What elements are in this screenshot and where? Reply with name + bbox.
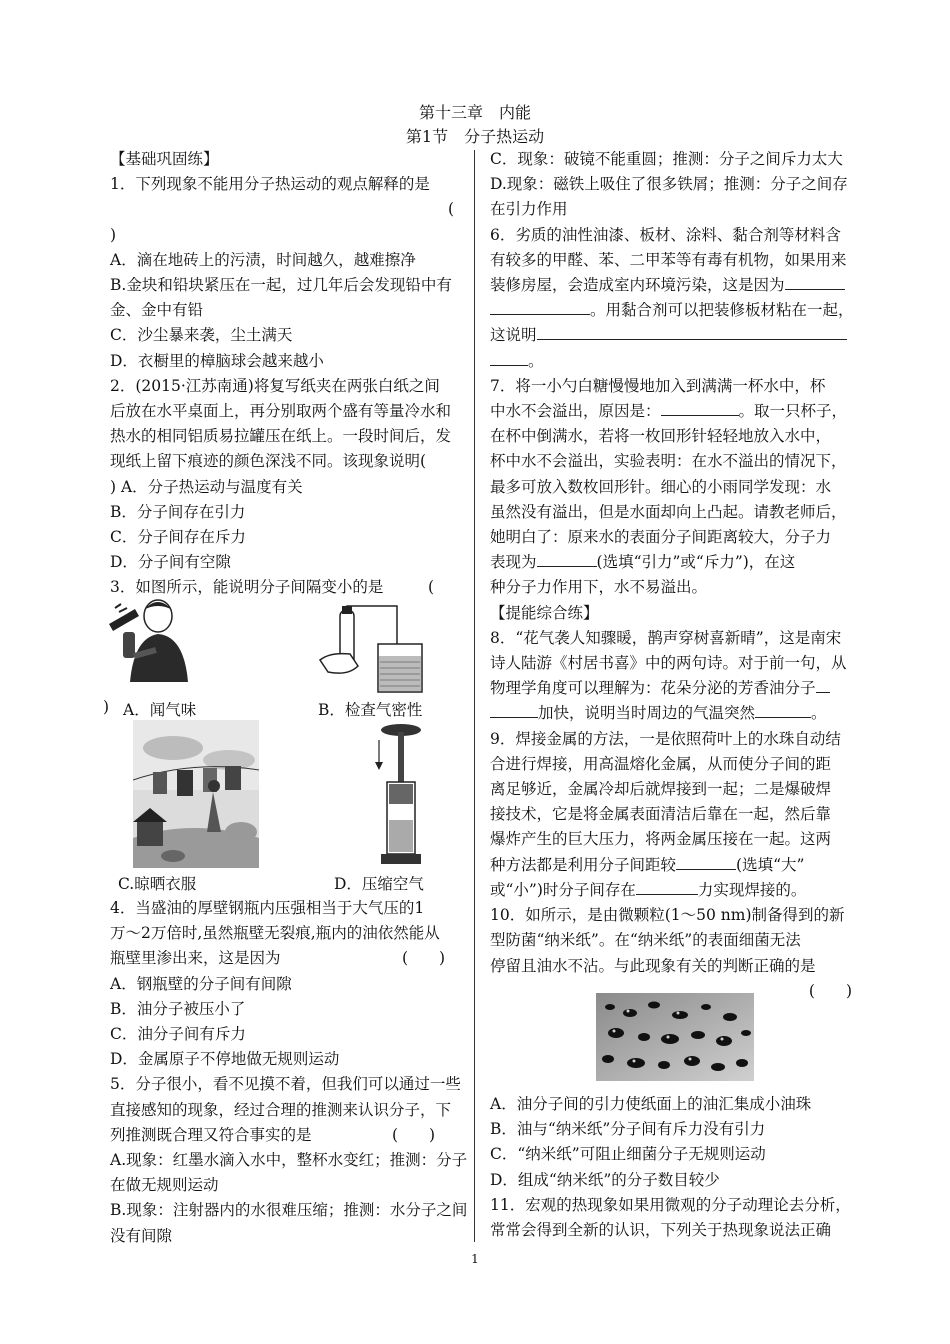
q10-option-a: A．油分子间的引力使纸面上的油汇集成小油珠 xyxy=(490,1095,812,1113)
left-column xyxy=(110,147,480,601)
q6-line: 装修房屋，会造成室内环境污染，这是因为 xyxy=(490,273,862,298)
q2-line: 后放在水平桌面上，再分别取两个盛有等量冷水和 xyxy=(110,402,452,421)
q5-option-b-cont: 没有间隙 xyxy=(110,1226,173,1245)
q9-blank-2[interactable] xyxy=(636,878,698,895)
q8-line: 8．“花气袭人知骤暖，鹊声穿树喜新晴”，这是南宋 xyxy=(490,628,842,647)
caption-c: C.晾晒衣服 xyxy=(118,875,197,893)
q6-blank-1[interactable] xyxy=(785,273,845,290)
q7-blank-2[interactable] xyxy=(537,550,597,567)
q8-line: 物理学角度可以理解为：花朵分泌的芳香油分子 xyxy=(490,676,862,701)
q1-paren-open: ( xyxy=(447,200,454,219)
q7-line: 最多可放入数枚回形针。细心的小雨同学发现：水 xyxy=(490,477,832,496)
advanced-heading: 【提能综合练】 xyxy=(490,603,599,622)
q6-blank-1-cont[interactable] xyxy=(490,298,590,315)
q5-option-a-cont: 在做无规则运动 xyxy=(110,1176,219,1195)
q4-option-a: A．钢瓶壁的分子间有间隙 xyxy=(110,974,292,993)
airtight-check-figure xyxy=(318,604,428,696)
compress-air-figure xyxy=(373,722,429,868)
q10-paren: ( ) xyxy=(808,981,852,1000)
q7-line: 虽然没有溢出，但是水面却向上凸起。请教老师后， xyxy=(490,502,847,521)
nano-paper-figure xyxy=(596,993,754,1081)
q2-option-c: C．分子间存在斥力 xyxy=(110,528,246,547)
q11-line: 11．宏观的热现象如果用微观的分子动理论去分析， xyxy=(490,1195,851,1214)
left-column-lower xyxy=(110,896,480,1249)
q7-line: 杯中水不会溢出，实验表明：在水不溢出的情况下， xyxy=(490,452,847,471)
q1-option-c: C．沙尘暴来袭，尘土满天 xyxy=(110,326,293,345)
q4-line: 万～2万倍时,虽然瓶壁无裂痕,瓶内的油依然能从 xyxy=(110,924,440,943)
page-number: 1 xyxy=(471,1252,479,1266)
q9-line: 或“小”)时分子间存在 力实现焊接的。 xyxy=(490,878,862,903)
q1-option-b: B.金块和铅块紧压在一起，过几年后会发现铅中有 xyxy=(110,276,452,295)
q5-option-c: C．现象：破镜不能重圆；推测：分子之间斥力太大 xyxy=(490,150,843,168)
q5-option-b: B.现象：注射器内的水很难压缩；推测：水分子之间 xyxy=(110,1201,468,1220)
q10-line: 型防菌“纳米纸”。在“纳米纸”的表面细菌无法 xyxy=(490,931,801,950)
q8-line: 诗人陆游《村居书喜》中的两句诗。对于前一句，从 xyxy=(490,654,847,673)
q2-option-d: D．分子间有空隙 xyxy=(110,553,231,572)
q6-line: 。用黏合剂可以把装修板材粘在一起， xyxy=(490,298,862,323)
q1-stem: 1．下列现象不能用分子热运动的观点解释的是 xyxy=(110,175,430,194)
q10-line: 停留且油水不沾。与此现象有关的判断正确的是 xyxy=(490,956,816,975)
q7-line: 7．将一小勺白糖慢慢地加入到满满一杯水中，杯 xyxy=(490,376,826,395)
q9-line: 种方法都是利用分子间距较 (选填“大” xyxy=(490,853,862,878)
q6-line: 。 xyxy=(490,349,862,374)
q3-paren-close: ) xyxy=(103,698,110,716)
q9-line: 接技术，它是将金属表面清洁后靠在一起，然后靠 xyxy=(490,805,832,824)
q9-line: 合进行焊接，用高温熔化金属，从而使分子间的距 xyxy=(490,754,832,773)
q6-line: 这说明 xyxy=(490,323,862,348)
q10-option-c: C．“纳米纸”可阻止细菌分子无规则运动 xyxy=(490,1145,766,1164)
q5-line: 5．分子很小，看不见摸不着，但我们可以通过一些 xyxy=(110,1075,461,1094)
basic-heading: 【基础巩固练】 xyxy=(110,150,219,168)
q2-option-b: B．分子间存在引力 xyxy=(110,502,246,521)
q7-line: 她明白了：原来水的表面分子间距离较大，分子力 xyxy=(490,528,832,547)
q8-line: 加快，说明当时周边的气温突然 。 xyxy=(490,701,862,726)
q5-line: 列推测既合理又符合事实的是 ( ) xyxy=(110,1125,436,1144)
q8-blank-2[interactable] xyxy=(755,701,811,718)
q7-line: 中水不会溢出，原因是： 。取一只杯子， xyxy=(490,399,862,424)
q2-option-a: ) A．分子热运动与温度有关 xyxy=(110,477,303,496)
q6-blank-2[interactable] xyxy=(537,323,847,340)
person-smelling-icon xyxy=(120,596,190,684)
q5-option-d: D.现象：磁铁上吸住了很多铁屑；推测：分子之间存 xyxy=(490,175,848,194)
q11-line: 常常会得到全新的认识，下列关于热现象说法正确 xyxy=(490,1221,832,1240)
q1-paren-close: ) xyxy=(110,225,117,244)
q1-option-d: D．衣橱里的樟脑球会越来越小 xyxy=(110,351,324,370)
q9-line: 爆炸产生的巨大压力，将两金属压接在一起。这两 xyxy=(490,830,832,849)
section-title: 第1节 分子热运动 xyxy=(405,127,545,146)
q2-line: 2．(2015·江苏南通)将复写纸夹在两张白纸之间 xyxy=(110,376,440,395)
q4-line: 4．当盛油的厚壁钢瓶内压强相当于大气压的1 xyxy=(110,899,425,917)
caption-d: D．压缩空气 xyxy=(334,875,424,893)
q4-option-d: D．金属原子不停地做无规则运动 xyxy=(110,1050,340,1069)
q9-line: 9．焊接金属的方法，一是依照荷叶上的水珠自动结 xyxy=(490,729,841,748)
q10-option-b: B．油与“纳米纸”分子间有斥力没有引力 xyxy=(490,1120,766,1139)
q7-blank-1[interactable] xyxy=(661,399,739,416)
q10-option-d: D．组成“纳米纸”的分子数目较少 xyxy=(490,1170,720,1189)
q6-blank-2-cont[interactable] xyxy=(490,349,528,366)
q6-line: 有较多的甲醛、苯、二甲苯等有毒有机物，如果用来 xyxy=(490,250,847,269)
caption-a: A．闻气味 xyxy=(123,701,197,719)
q3-stem: 3．如图所示，能说明分子间隔变小的是 ( xyxy=(110,578,435,597)
right-column-lower xyxy=(490,1092,862,1243)
q10-line: 10．如所示，是由微颗粒(1～50 nm)制备得到的新 xyxy=(490,906,845,925)
q4-line: 瓶壁里渗出来，这是因为 ( ) xyxy=(110,949,446,968)
q9-blank-1[interactable] xyxy=(676,853,736,870)
q5-option-d-cont: 在引力作用 xyxy=(490,200,568,219)
q2-line: 现纸上留下痕迹的颜色深浅不同。该现象说明( xyxy=(110,452,427,471)
q9-line: 离足够近，金属冷却后就焊接到一起；二是爆破焊 xyxy=(490,780,832,799)
q5-line: 直接感知的现象，经过合理的推测来认识分子，下 xyxy=(110,1100,452,1119)
q5-option-a: A.现象：红墨水滴入水中，整杯水变红；推测：分子 xyxy=(110,1151,468,1170)
q4-option-b: B．油分子被压小了 xyxy=(110,999,246,1018)
q7-line: 在杯中倒满水，若将一枚回形针轻轻地放入水中， xyxy=(490,427,832,446)
q7-line: 表现为 (选填“引力”或“斥力”)，在这 xyxy=(490,550,862,575)
q4-option-c: C．油分子间有斥力 xyxy=(110,1025,246,1044)
drying-clothes-figure xyxy=(133,720,259,868)
q6-line: 6．劣质的油性油漆、板材、涂料、黏合剂等材料含 xyxy=(490,225,841,244)
right-column xyxy=(490,147,862,1004)
q1-option-b-cont: 金、金中有铅 xyxy=(110,301,204,320)
q8-blank-1-cont[interactable] xyxy=(490,701,538,718)
caption-b: B．检查气密性 xyxy=(318,701,423,719)
q7-line: 种分子力作用下，水不易溢出。 xyxy=(490,578,708,597)
q8-blank-1[interactable] xyxy=(816,676,830,693)
q1-option-a: A．滴在地砖上的污渍，时间越久，越难擦净 xyxy=(110,250,416,269)
q2-line: 热水的相同铝质易拉罐压在纸上。一段时间后，发 xyxy=(110,427,452,446)
chapter-title: 第十三章 内能 xyxy=(418,103,531,122)
